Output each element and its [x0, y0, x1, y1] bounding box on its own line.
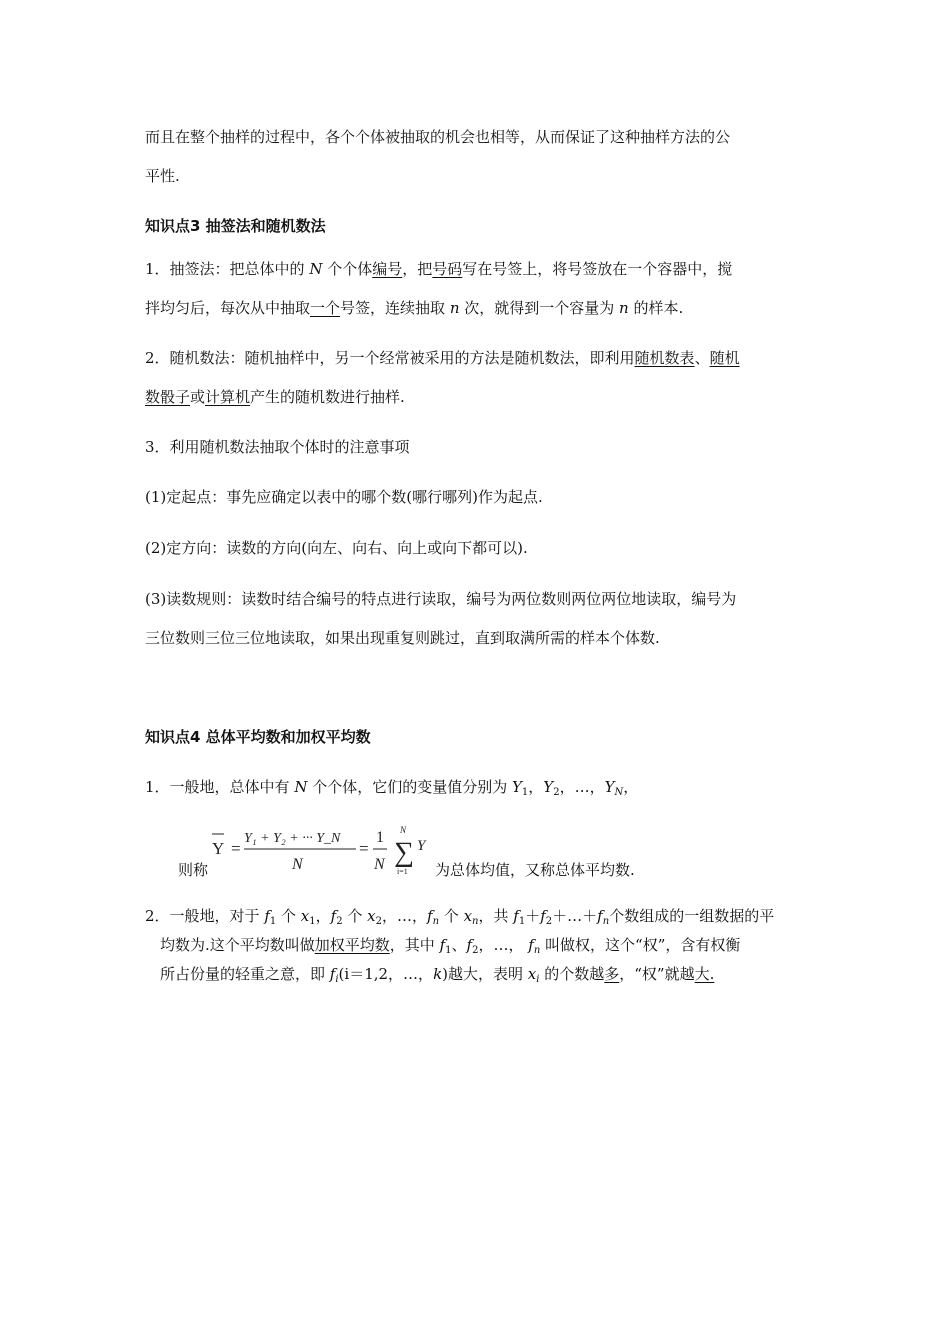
s3-rule3-line2: 三位数则三位三位地读取，如果出现重复则跳过，直到取满所需的样本个体数. [145, 629, 660, 647]
var-f: f [540, 907, 546, 925]
sum-lower: i=1 [397, 867, 408, 876]
text: 个个体，它们的变量值分别为 [307, 778, 512, 796]
text: 或 [190, 388, 206, 406]
s3-rule2: (2)定方向：读数的方向(向左、向右、向上或向下都可以). [145, 539, 528, 557]
subscript: n [602, 916, 610, 927]
text: 个 [439, 907, 464, 925]
var-f: f [439, 936, 446, 954]
subscript: 2 [472, 945, 479, 956]
text: ， [528, 778, 544, 796]
underlined-term: 计算机 [205, 388, 251, 406]
text: ，“权”就越 [619, 965, 695, 983]
subscript: 1 [518, 916, 526, 927]
subscript: 1 [445, 945, 452, 956]
subscript: 2 [545, 916, 553, 927]
text: ＋ [525, 907, 541, 925]
underlined-term: 大. [694, 965, 715, 983]
var-Y: Y [511, 778, 522, 796]
text: 产生的随机数进行抽样. [250, 388, 405, 406]
text: 号签，连续抽取 [340, 299, 450, 317]
underlined-term: 一个 [310, 299, 341, 317]
text: ，其中 [389, 936, 440, 954]
var-f: f [513, 907, 519, 925]
text: 个个体 [322, 260, 373, 278]
var-n: n [449, 299, 460, 317]
var-Y: Y [604, 778, 615, 796]
ybar-symbol: Y [212, 839, 225, 858]
var-f: f [528, 936, 534, 954]
var-f: f [427, 907, 433, 925]
text: (i＝1,2，…， [338, 965, 434, 983]
subscript: i [335, 974, 339, 985]
s4-item1-post: 为总体均值，又称总体平均数. [435, 861, 635, 879]
text: ，把 [402, 260, 433, 278]
subscript: 2 [375, 916, 382, 927]
text: 次，就得到一个容量为 [459, 299, 620, 317]
text: ，…， [381, 907, 427, 925]
underlined-term: 加权平均数 [314, 936, 390, 954]
text: 叫做权，这个“权”，含有权衡 [540, 936, 741, 954]
subscript: 1 [269, 916, 277, 927]
sum-upper: N [400, 825, 407, 835]
numerator: Y₁ + Y₂ + ··· Y_N [244, 831, 341, 846]
text: 个 [342, 907, 368, 925]
section-3-title: 知识点3 抽签法和随机数法 [145, 217, 326, 235]
s4-item1-pre: 则称 [178, 861, 209, 879]
text: ，…， [478, 936, 529, 954]
text: 2．随机数法：随机抽样中，另一个经常被采用的方法是随机数法，即利用 [145, 349, 635, 367]
s3-item2-line1 [145, 348, 740, 368]
text: 个 [276, 907, 301, 925]
text: ， [315, 907, 331, 925]
subscript: 2 [553, 787, 560, 798]
underlined-term: 号码 [432, 260, 463, 278]
text: 拌均匀后，每次从中抽取 [145, 299, 311, 317]
s3-item2-line2 [145, 387, 405, 407]
var-N: N [294, 778, 308, 796]
population-mean-formula [210, 822, 440, 882]
sum-term: Y [417, 838, 426, 854]
var-x: x [300, 907, 310, 925]
s4-item1-line1 [145, 777, 638, 797]
underlined-term: 数骰子 [145, 388, 191, 406]
s3-item1-line1 [145, 259, 732, 279]
var-x: x [463, 907, 473, 925]
equals-sign-2: = [359, 839, 369, 858]
underlined-term: 随机 [709, 349, 740, 367]
text: ，共 [478, 907, 514, 925]
text: 均数为.这个平均数叫做 [160, 936, 315, 954]
subscript: i [536, 974, 540, 985]
text: 写在号签上，将号签放在一个容器中，搅 [462, 260, 733, 278]
denominator: N [292, 856, 303, 873]
s3-rule3-line1: (3)读数规则：读数时结合编号的特点进行读取，编号为两位数则两位两位地读取，编号为 [145, 590, 737, 608]
text: 的样本. [628, 299, 684, 317]
subscript: 1 [521, 787, 529, 798]
var-k: k [433, 965, 443, 983]
subscript: n [472, 916, 479, 927]
intro-line-2: 平性. [145, 167, 180, 185]
text: ，…， [559, 778, 605, 796]
underlined-term: 随机数表 [634, 349, 695, 367]
s4-item2-line2 [160, 935, 740, 955]
var-x: x [527, 965, 537, 983]
var-x: x [367, 907, 376, 925]
text: 1．一般地，总体中有 [145, 778, 295, 796]
section-4-title: 知识点4 总体平均数和加权平均数 [145, 728, 371, 746]
subscript: n [533, 945, 541, 956]
s3-item3: 3．利用随机数法抽取个体时的注意事项 [145, 438, 410, 456]
var-n: n [619, 299, 629, 317]
underlined-term: 多 [604, 965, 620, 983]
text: 个数组成的一组数据的平 [609, 907, 775, 925]
text: 1．抽签法：把总体中的 [145, 260, 310, 278]
denominator-2: N [374, 856, 385, 873]
s3-rule1: (1)定起点：事先应确定以表中的哪个数(哪行哪列)作为起点. [145, 488, 543, 506]
var-N: N [309, 260, 323, 278]
var-f: f [330, 907, 337, 925]
subscript: 2 [336, 916, 343, 927]
one: 1 [376, 829, 384, 846]
text: 、 [451, 936, 467, 954]
text: ＋…＋ [552, 907, 598, 925]
s4-item2-line1 [145, 906, 774, 926]
s4-item2-line3 [160, 964, 714, 984]
text: 2．一般地，对于 [145, 907, 265, 925]
text: 的个数越 [539, 965, 605, 983]
subscript: N [614, 787, 624, 798]
text: )越大，表明 [442, 965, 528, 983]
var-f: f [264, 907, 270, 925]
s3-item1-line2 [145, 298, 683, 318]
var-f: f [597, 907, 603, 925]
equals-sign: = [231, 839, 241, 858]
text: 、 [694, 349, 710, 367]
text: ， [623, 778, 639, 796]
var-Y: Y [543, 778, 554, 796]
subscript: n [432, 916, 440, 927]
text: 所占份量的轻重之意，即 [160, 965, 330, 983]
var-f: f [466, 936, 473, 954]
sigma-icon: ∑ [394, 837, 414, 868]
underlined-term: 编号 [372, 260, 403, 278]
var-f: f [329, 965, 336, 983]
intro-line-1: 而且在整个抽样的过程中，各个个体被抽取的机会也相等，从而保证了这种抽样方法的公 [145, 128, 731, 146]
subscript: 1 [309, 916, 316, 927]
